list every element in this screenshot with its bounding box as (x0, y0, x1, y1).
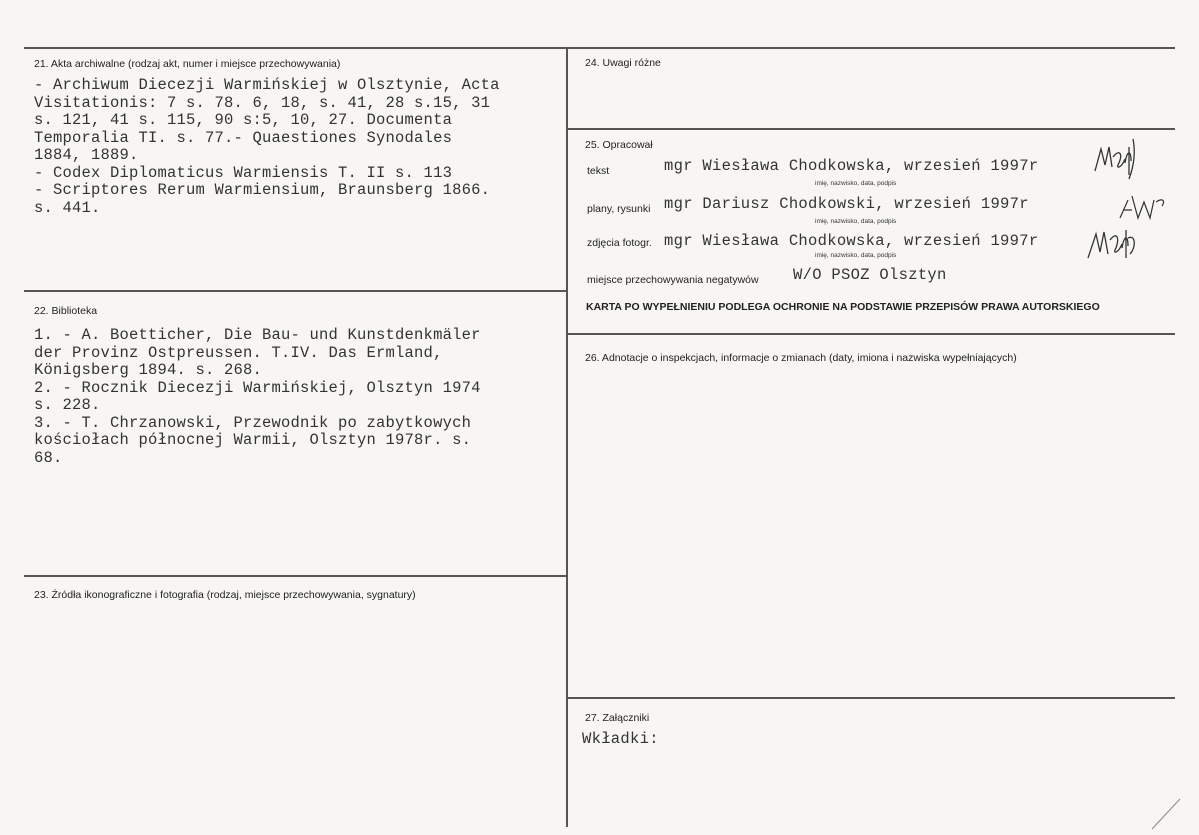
section-21-line: - Archiwum Diecezji Warmińskiej w Olsztynie, Acta (34, 76, 500, 94)
author-plans-hint: imię, nazwisko, data, podpis (815, 218, 897, 225)
author-text-value: mgr Wiesława Chodkowska, wrzesień 1997r (664, 157, 1039, 175)
copyright-notice: KARTA PO WYPEŁNIENIU PODLEGA OCHRONIE NA PODSTAWIE PRZEPISÓW PRAWA AUTORSKIEGO (586, 301, 1100, 313)
signature-photos (1082, 214, 1142, 264)
divider-22-23 (24, 575, 567, 577)
section-22-label: 22. Biblioteka (34, 305, 98, 317)
column-divider (566, 47, 568, 827)
negatives-value: W/O PSOZ Olsztyn (793, 266, 947, 284)
author-text-label: tekst (587, 165, 610, 177)
section-22-line: 1. - A. Boetticher, Die Bau- und Kunstdenkmäler (34, 326, 481, 344)
section-21-line: Temporalia TI. s. 77.- Quaestiones Synodales (34, 128, 453, 147)
section-26-label: 26. Adnotacje o inspekcjach, informacje o zmianach (daty, imiona i nazwiska wypełniających) (585, 352, 1017, 364)
author-photos-value: mgr Wiesława Chodkowska, wrzesień 1997r (664, 232, 1039, 250)
section-22-line: Königsberg 1894. s. 268. (34, 361, 263, 379)
author-plans-label: plany, rysunki (587, 203, 651, 215)
author-text-hint: imię, nazwisko, data, podpis (815, 180, 897, 187)
top-border (24, 47, 1175, 49)
author-photos-hint: imię, nazwisko, data, podpis (815, 252, 897, 259)
section-21-line: Visitationis: 7 s. 78. 6, 18, s. 41, 28 s.15, 31 (34, 93, 491, 112)
section-22-line: der Provinz Ostpreussen. T.IV. Das Ermland, (34, 343, 443, 362)
section-21-line: s. 441. (34, 198, 101, 217)
attachments-value: Wkładki: (582, 730, 659, 748)
section-21-line: 1884, 1889. (34, 146, 139, 164)
negatives-label: miejsce przechowywania negatywów (587, 274, 759, 286)
section-22-line: 68. (34, 448, 63, 467)
corner-mark (1150, 795, 1190, 835)
section-25-label: 25. Opracował (585, 139, 653, 151)
section-21-line: - Codex Diplomaticus Warmiensis T. II s. 113 (34, 163, 453, 182)
author-photos-label: zdjęcia fotogr. (587, 237, 652, 249)
section-22-line: kościołach północnej Warmii, Olsztyn 1978r. s. (34, 431, 472, 449)
section-21-line: s. 121, 41 s. 115, 90 s:5, 10, 27. Documenta (34, 111, 453, 129)
author-plans-value: mgr Dariusz Chodkowski, wrzesień 1997r (664, 195, 1029, 213)
section-21-line: - Scriptores Rerum Warmiensium, Braunsberg 1866. (34, 181, 491, 199)
section-21-label: 21. Akta archiwalne (rodzaj akt, numer i miejsce przechowywania) (34, 58, 341, 70)
section-22-line: 3. - T. Chrzanowski, Przewodnik po zabytkowych (34, 413, 472, 432)
divider-21-22 (24, 290, 567, 292)
divider-26-27 (567, 697, 1175, 699)
signature-text (1085, 135, 1145, 185)
section-27-label: 27. Załączniki (585, 712, 650, 724)
section-24-label: 24. Uwagi różne (585, 57, 661, 69)
section-23-label: 23. Źródła ikonograficzne i fotografia (rodzaj, miejsce przechowywania, sygnatury) (34, 589, 416, 601)
divider-24-25 (567, 128, 1175, 130)
divider-25-26 (567, 333, 1175, 335)
section-22-line: s. 228. (34, 396, 101, 414)
section-22-line: 2. - Rocznik Diecezji Warmińskiej, Olsztyn 1974 (34, 378, 481, 397)
